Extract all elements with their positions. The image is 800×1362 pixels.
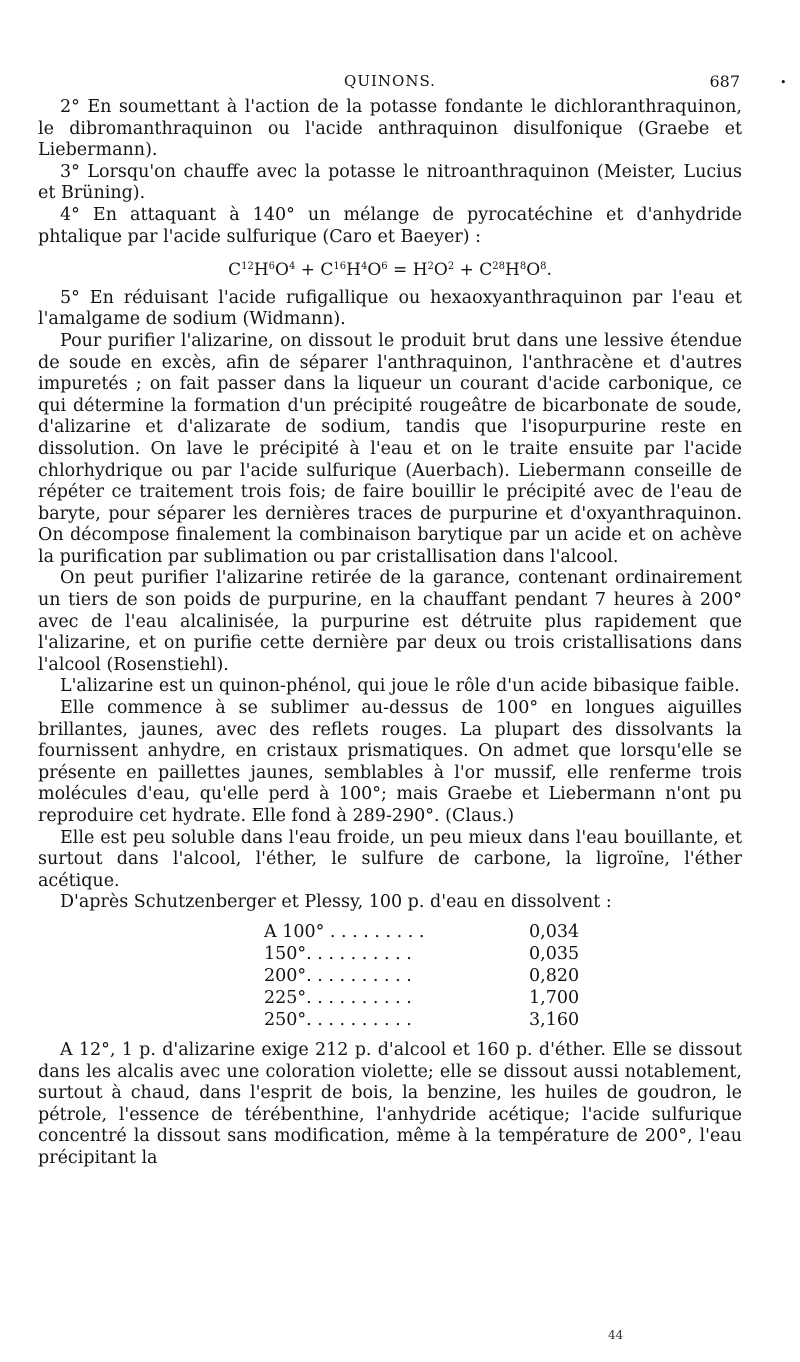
paragraph: A 12°, 1 p. d'alizarine exige 212 p. d'alcool et 160 p. d'éther. Elle se dissout dans les alcalis avec une coloration violette; elle se dissout aussi notablement, surtout à chaud, dans l'esprit de bois, la benzine, les huiles de goudron, le pétrole, l'essence de térébenthine, l'anhydride acétique; l'acide sulfurique concentré la dissout sans modification, même à la température de 200°, l'eau précipitant la (38, 1039, 742, 1168)
margin-bullet: • (780, 76, 787, 89)
temperature-cell: 225°. . . . . . . . . . (264, 987, 412, 1008)
running-head (40, 72, 740, 92)
value-cell: 1,700 (529, 987, 580, 1008)
value-cell: 0,035 (529, 943, 580, 964)
formula-subscript: 6 (268, 261, 276, 273)
page-number: 687 (709, 72, 740, 91)
temperature-cell: 200°. . . . . . . . . . (264, 965, 412, 986)
temperature-cell: 150°. . . . . . . . . . (264, 943, 412, 964)
formula-subscript: 4 (288, 261, 296, 273)
paragraph: Pour purifier l'alizarine, on dissout le produit brut dans une lessive étendue de soude en excès, afin de séparer l'anthraquinon, l'anthracène et d'autres impuretés ; on fait passer dans la liqueur un courant d'acide carbonique, ce qui détermine la formation d'un précipité rougeâtre de bicarbonate de soude, d'alizarine et d'alizarate de sodium, tandis que l'isopurpurine reste en dissolution. On lave le précipité à l'eau et on le traite ensuite par l'acide chlorhydrique ou par l'acide sulfurique (Auerbach). Liebermann conseille de répéter ce traitement trois fois; de faire bouillir le précipité avec de l'eau de baryte, pour séparer les dernières traces de purpurine et d'oxyanthraquinon. On décompose finalement la combinaison barytique par un acide et on achève la purification par sublimation ou par cristallisation dans l'alcool. (38, 330, 742, 567)
formula-part: O (275, 260, 289, 281)
paragraph: 4° En attaquant à 140° un mélange de pyrocatéchine et d'anhydride phtalique par l'acide sulfurique (Caro et Baeyer) : (38, 204, 742, 247)
table-row (264, 1010, 579, 1032)
formula-subscript: 12 (241, 261, 254, 273)
formula-part: O (367, 260, 382, 281)
value-cell: 0,820 (529, 965, 580, 986)
formula-subscript: 8 (540, 261, 547, 273)
value-cell: 3,160 (529, 1009, 580, 1030)
paragraph: On peut purifier l'alizarine retirée de la garance, contenant ordinairement un tiers de son poids de purpurine, en la chauffant pendant 7 heures à 200° avec de l'eau alcalinisée, la purpurine est détruite plus rapidement que l'alizarine, et on purifie cette dernière par deux ou trois cristallisations dans l'alcool (Rosenstiehl). (38, 568, 742, 675)
formula-part: . (546, 260, 552, 281)
paragraph: 3° Lorsqu'on chauffe avec la potasse le nitroanthraquinon (Meister, Lucius et Brüning). (38, 161, 742, 204)
formula-subscript: 16 (333, 261, 347, 273)
temperature-cell: 250°. . . . . . . . . . (264, 1009, 412, 1030)
paragraph: Elle commence à se sublimer au-dessus de 100° en longues aiguilles brillantes, jaunes, avec des reflets rouges. La plupart des dissolvants la fournissent anhydre, en cristaux prismatiques. On admet que lorsqu'elle se présente en paillettes jaunes, semblables à l'or mussif, elle renferme trois molécules d'eau, qu'elle perd à 100°; mais Graebe et Liebermann n'ont pu reproduire cet hydrate. Elle fond à 289-290°. (Claus.) (38, 698, 742, 826)
value-cell: 0,034 (529, 921, 580, 942)
printer-signature: 44 (608, 1328, 624, 1342)
paragraph: D'après Schutzenberger et Plessy, 100 p. d'eau en dissolvent : (60, 892, 612, 913)
paragraph: 5° En réduisant l'acide rufigallique ou hexaoxyanthraquinon par l'eau et l'amalgame de sodium (Widmann). (38, 287, 742, 330)
table-row (264, 988, 579, 1010)
formula-part: O (526, 260, 541, 281)
formula-subscript: 28 (492, 261, 506, 273)
formula-part: + C (454, 260, 493, 281)
running-title: QUINONS. (344, 72, 436, 90)
formula-part: O (433, 260, 448, 281)
formula-subscript: 2 (427, 261, 434, 273)
formula-part: = H (387, 260, 428, 281)
formula-subscript: 6 (381, 261, 388, 273)
formula-subscript: 8 (519, 261, 527, 273)
temperature-cell: A 100° . . . . . . . . . (264, 921, 425, 942)
paragraph: Elle est peu soluble dans l'eau froide, un peu mieux dans l'eau bouillante, et surtout dans l'alcool, l'éther, le sulfure de carbone, la ligroïne, l'éther acétique. (38, 827, 742, 891)
table-row (264, 966, 579, 988)
paragraph: L'alizarine est un quinon-phénol, qui joue le rôle d'un acide bibasique faible. (60, 676, 740, 697)
table-row (264, 944, 579, 966)
formula-subscript: 2 (447, 261, 455, 273)
body-text (38, 97, 742, 1170)
formula-part: + C (295, 260, 334, 281)
formula-part: H (346, 260, 361, 281)
formula-subscript: 4 (360, 261, 368, 273)
paragraph: 2° En soumettant à l'action de la potasse fondante le dichloranthraquinon, le dibromanthraquinon ou l'acide anthraquinon disulfonique (Graebe et Liebermann). (38, 97, 742, 161)
formula-part: H (505, 260, 520, 281)
formula-part: C (228, 260, 242, 281)
solubility-table (264, 922, 579, 1032)
table-row (264, 922, 579, 944)
formula-part: H (253, 260, 269, 281)
chemical-equation (38, 256, 742, 282)
